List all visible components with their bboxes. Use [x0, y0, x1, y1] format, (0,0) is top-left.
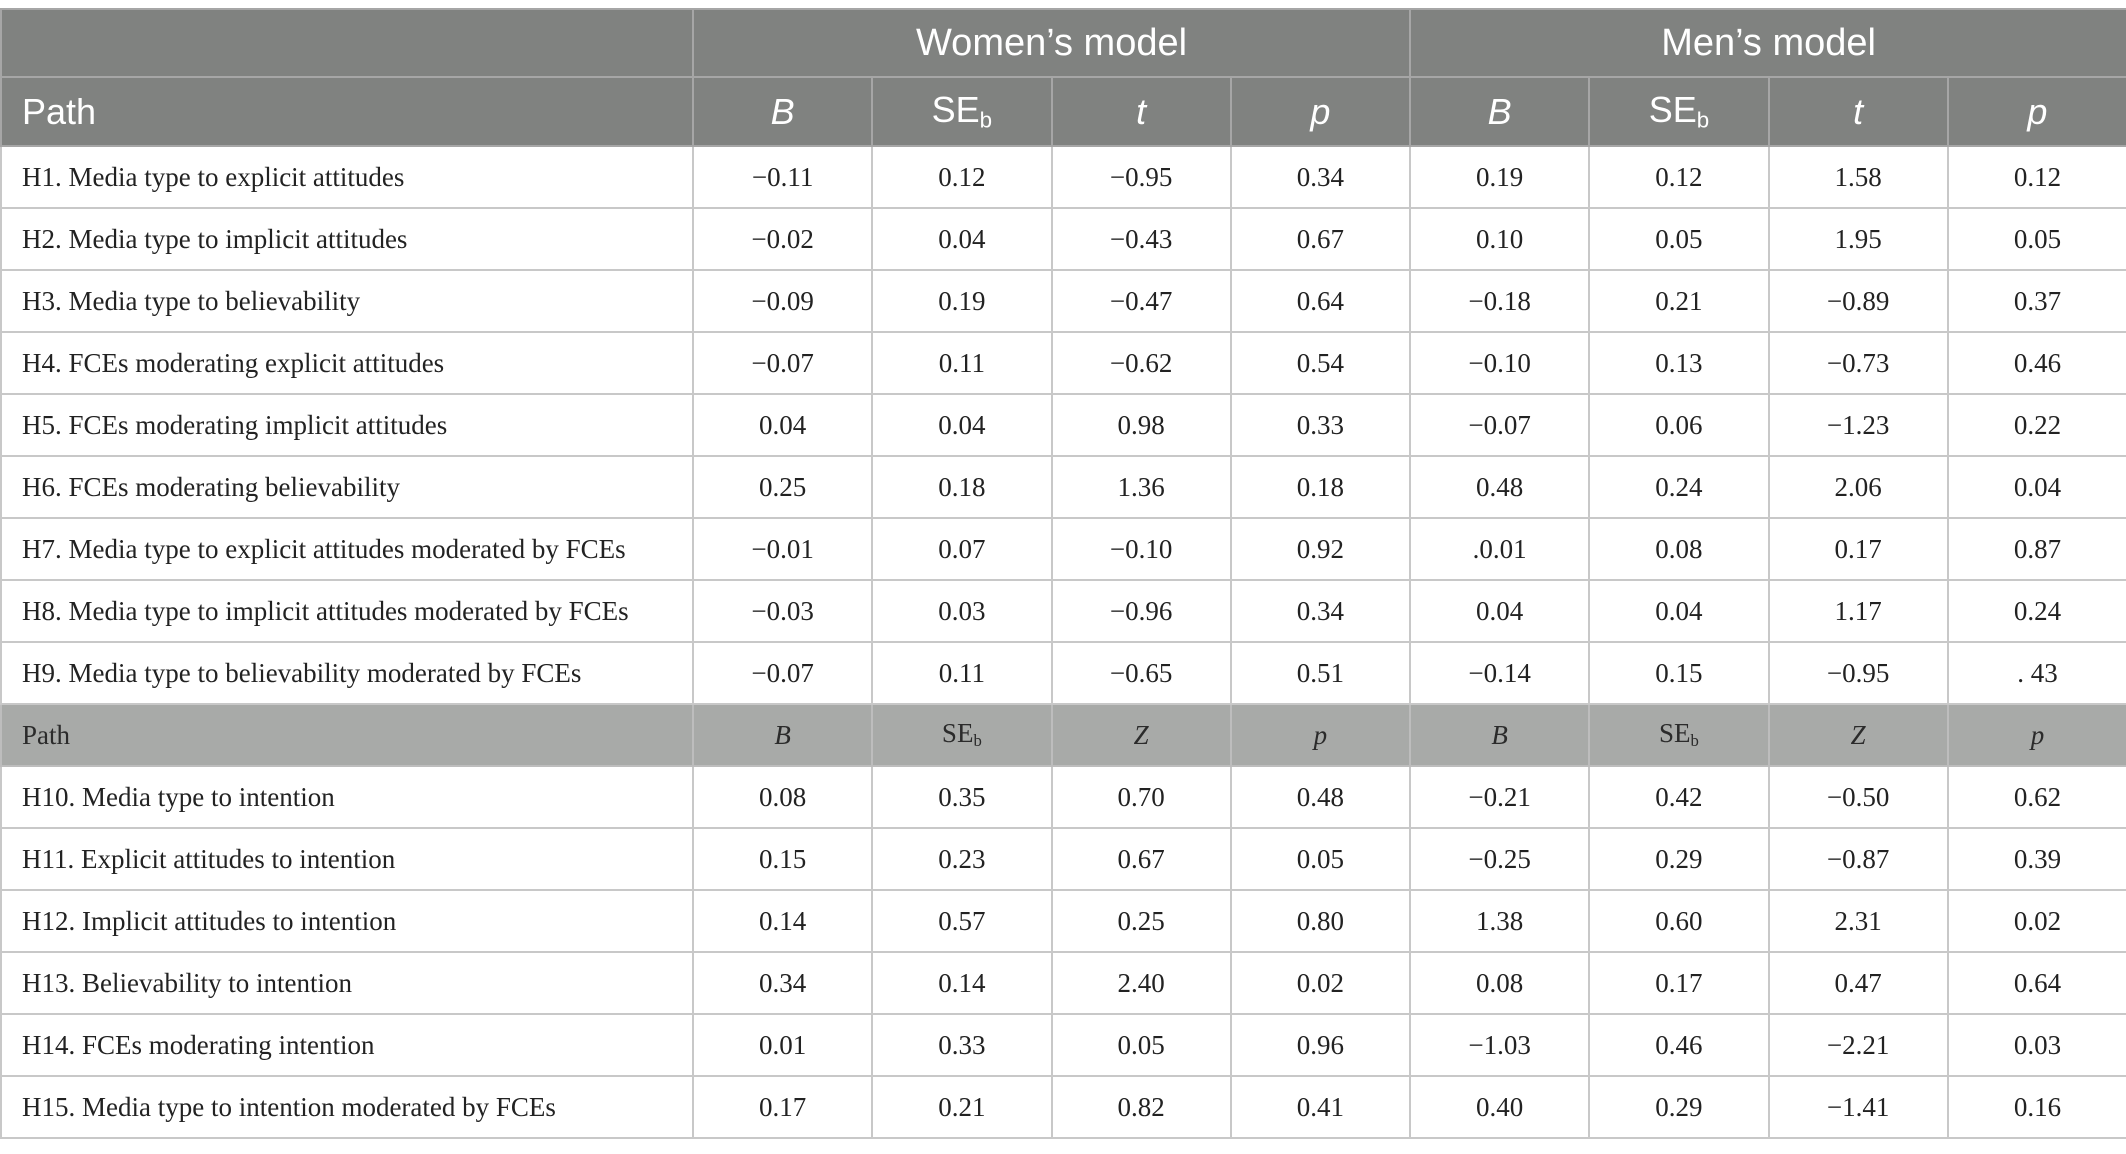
men-se-cell: 0.04 — [1589, 580, 1768, 642]
men-b-cell: −0.25 — [1410, 828, 1589, 890]
women-p-cell: 0.02 — [1231, 952, 1410, 1014]
group-header-blank — [1, 9, 693, 77]
men-p-cell: 0.24 — [1948, 580, 2126, 642]
table-body-section-b — [1, 766, 2126, 1138]
men-b-cell: .0.01 — [1410, 518, 1589, 580]
men-b-cell: −0.21 — [1410, 766, 1589, 828]
women-b-cell: −0.03 — [693, 580, 872, 642]
table-row — [1, 518, 2126, 580]
se-subscript: b — [979, 107, 993, 133]
men-p-header-2: p — [1948, 704, 2126, 766]
men-stat-cell: 1.95 — [1769, 208, 1948, 270]
men-b-cell: −0.14 — [1410, 642, 1589, 704]
women-p-cell: 0.34 — [1231, 580, 1410, 642]
women-b-cell: −0.09 — [693, 270, 872, 332]
men-stat-cell: −0.50 — [1769, 766, 1948, 828]
results-table — [0, 8, 2126, 1139]
women-p-cell: 0.96 — [1231, 1014, 1410, 1076]
men-p-cell: 0.12 — [1948, 146, 2126, 208]
women-se-cell: 0.04 — [872, 208, 1051, 270]
women-stat-cell: 0.70 — [1052, 766, 1231, 828]
men-b-cell: 0.08 — [1410, 952, 1589, 1014]
women-b-cell: 0.17 — [693, 1076, 872, 1138]
women-b-cell: 0.08 — [693, 766, 872, 828]
women-p-cell: 0.51 — [1231, 642, 1410, 704]
women-p-header-2: p — [1231, 704, 1410, 766]
women-z-header: Z — [1052, 704, 1231, 766]
men-p-cell: . 43 — [1948, 642, 2126, 704]
women-se-cell: 0.07 — [872, 518, 1051, 580]
women-stat-cell: −0.43 — [1052, 208, 1231, 270]
path-cell: H3. Media type to believability — [1, 270, 693, 332]
men-stat-cell: 0.17 — [1769, 518, 1948, 580]
men-p-cell: 0.04 — [1948, 456, 2126, 518]
men-se-cell: 0.08 — [1589, 518, 1768, 580]
men-b-cell: 0.48 — [1410, 456, 1589, 518]
men-b-cell: 0.40 — [1410, 1076, 1589, 1138]
men-p-cell: 0.87 — [1948, 518, 2126, 580]
men-se-cell: 0.12 — [1589, 146, 1768, 208]
men-stat-cell: 1.58 — [1769, 146, 1948, 208]
path-column-header: Path — [1, 77, 693, 146]
men-b-cell: 0.04 — [1410, 580, 1589, 642]
women-se-cell: 0.14 — [872, 952, 1051, 1014]
men-p-cell: 0.16 — [1948, 1076, 2126, 1138]
men-se-cell: 0.29 — [1589, 1076, 1768, 1138]
table-row — [1, 270, 2126, 332]
women-p-cell: 0.92 — [1231, 518, 1410, 580]
men-stat-cell: −1.23 — [1769, 394, 1948, 456]
path-cell: H1. Media type to explicit attitudes — [1, 146, 693, 208]
women-se-cell: 0.57 — [872, 890, 1051, 952]
women-t-header: t — [1052, 77, 1231, 146]
women-b-cell: 0.04 — [693, 394, 872, 456]
table-row — [1, 332, 2126, 394]
women-p-header: p — [1231, 77, 1410, 146]
table-subheader-section — [1, 704, 2126, 766]
table-row — [1, 952, 2126, 1014]
se-label: SE — [931, 89, 980, 131]
women-p-cell: 0.41 — [1231, 1076, 1410, 1138]
women-p-cell: 0.67 — [1231, 208, 1410, 270]
women-stat-cell: 0.25 — [1052, 890, 1231, 952]
women-se-cell: 0.04 — [872, 394, 1051, 456]
men-stat-cell: −0.95 — [1769, 642, 1948, 704]
men-p-cell: 0.02 — [1948, 890, 2126, 952]
women-se-cell: 0.12 — [872, 146, 1051, 208]
women-stat-cell: −0.95 — [1052, 146, 1231, 208]
women-p-cell: 0.18 — [1231, 456, 1410, 518]
path-cell: H2. Media type to implicit attitudes — [1, 208, 693, 270]
men-p-cell: 0.62 — [1948, 766, 2126, 828]
men-stat-cell: −0.73 — [1769, 332, 1948, 394]
group-header-row — [1, 9, 2126, 77]
women-stat-cell: 0.98 — [1052, 394, 1231, 456]
men-b-cell: 0.10 — [1410, 208, 1589, 270]
women-stat-cell: 0.82 — [1052, 1076, 1231, 1138]
women-se-cell: 0.18 — [872, 456, 1051, 518]
path-cell: H8. Media type to implicit attitudes moderated by FCEs — [1, 580, 693, 642]
table-body-section-a — [1, 146, 2126, 704]
women-stat-cell: −0.62 — [1052, 332, 1231, 394]
table-row — [1, 208, 2126, 270]
men-se-cell: 0.06 — [1589, 394, 1768, 456]
men-p-cell: 0.22 — [1948, 394, 2126, 456]
men-b-cell: 1.38 — [1410, 890, 1589, 952]
table-row — [1, 890, 2126, 952]
second-header-row — [1, 704, 2126, 766]
table-row — [1, 1076, 2126, 1138]
women-b-cell: 0.01 — [693, 1014, 872, 1076]
path-cell: H12. Implicit attitudes to intention — [1, 890, 693, 952]
men-model-header: Men’s model — [1410, 9, 2126, 77]
women-se-header — [872, 77, 1051, 146]
women-se-cell: 0.35 — [872, 766, 1051, 828]
women-stat-cell: −0.10 — [1052, 518, 1231, 580]
women-b-header-2: B — [693, 704, 872, 766]
women-p-cell: 0.48 — [1231, 766, 1410, 828]
women-b-cell: −0.01 — [693, 518, 872, 580]
se-label: SE — [1658, 718, 1691, 749]
women-b-cell: −0.02 — [693, 208, 872, 270]
path-cell: H7. Media type to explicit attitudes moderated by FCEs — [1, 518, 693, 580]
table-row — [1, 1014, 2126, 1076]
path-cell: H14. FCEs moderating intention — [1, 1014, 693, 1076]
men-se-cell: 0.21 — [1589, 270, 1768, 332]
men-p-cell: 0.37 — [1948, 270, 2126, 332]
women-se-cell: 0.33 — [872, 1014, 1051, 1076]
men-t-header: t — [1769, 77, 1948, 146]
se-label: SE — [1648, 89, 1697, 131]
men-se-header — [1589, 77, 1768, 146]
men-se-cell: 0.60 — [1589, 890, 1768, 952]
women-stat-cell: −0.96 — [1052, 580, 1231, 642]
women-model-header: Women’s model — [693, 9, 1410, 77]
women-se-cell: 0.21 — [872, 1076, 1051, 1138]
table-row — [1, 146, 2126, 208]
men-se-cell: 0.24 — [1589, 456, 1768, 518]
women-b-cell: 0.15 — [693, 828, 872, 890]
women-p-cell: 0.64 — [1231, 270, 1410, 332]
men-p-cell: 0.03 — [1948, 1014, 2126, 1076]
women-p-cell: 0.80 — [1231, 890, 1410, 952]
women-se-cell: 0.11 — [872, 332, 1051, 394]
men-se-cell: 0.15 — [1589, 642, 1768, 704]
path-cell: H11. Explicit attitudes to intention — [1, 828, 693, 890]
men-stat-cell: −0.89 — [1769, 270, 1948, 332]
column-header-row — [1, 77, 2126, 146]
women-p-cell: 0.34 — [1231, 146, 1410, 208]
men-p-cell: 0.46 — [1948, 332, 2126, 394]
men-stat-cell: 2.06 — [1769, 456, 1948, 518]
women-p-cell: 0.05 — [1231, 828, 1410, 890]
men-stat-cell: −2.21 — [1769, 1014, 1948, 1076]
table-row — [1, 580, 2126, 642]
men-p-cell: 0.39 — [1948, 828, 2126, 890]
men-b-header-2: B — [1410, 704, 1589, 766]
men-se-cell: 0.13 — [1589, 332, 1768, 394]
women-stat-cell: −0.47 — [1052, 270, 1231, 332]
table-row — [1, 456, 2126, 518]
path-column-header-2: Path — [1, 704, 693, 766]
men-se-cell: 0.42 — [1589, 766, 1768, 828]
men-se-cell: 0.29 — [1589, 828, 1768, 890]
women-se-cell: 0.03 — [872, 580, 1051, 642]
men-b-header: B — [1410, 77, 1589, 146]
women-b-cell: 0.14 — [693, 890, 872, 952]
table-row — [1, 394, 2126, 456]
women-stat-cell: 2.40 — [1052, 952, 1231, 1014]
men-b-cell: −0.07 — [1410, 394, 1589, 456]
path-cell: H5. FCEs moderating implicit attitudes — [1, 394, 693, 456]
women-b-header: B — [693, 77, 872, 146]
women-b-cell: 0.34 — [693, 952, 872, 1014]
women-b-cell: 0.25 — [693, 456, 872, 518]
men-b-cell: −1.03 — [1410, 1014, 1589, 1076]
table-row — [1, 766, 2126, 828]
women-se-header-2 — [872, 704, 1051, 766]
se-label: SE — [941, 718, 974, 749]
women-p-cell: 0.33 — [1231, 394, 1410, 456]
women-stat-cell: 0.05 — [1052, 1014, 1231, 1076]
men-stat-cell: −0.87 — [1769, 828, 1948, 890]
women-stat-cell: 0.67 — [1052, 828, 1231, 890]
women-se-cell: 0.23 — [872, 828, 1051, 890]
men-stat-cell: −1.41 — [1769, 1076, 1948, 1138]
se-subscript: b — [1690, 731, 1699, 751]
women-b-cell: −0.07 — [693, 332, 872, 394]
men-p-cell: 0.05 — [1948, 208, 2126, 270]
men-p-cell: 0.64 — [1948, 952, 2126, 1014]
men-z-header: Z — [1769, 704, 1948, 766]
men-se-cell: 0.46 — [1589, 1014, 1768, 1076]
se-subscript: b — [973, 731, 982, 751]
women-stat-cell: 1.36 — [1052, 456, 1231, 518]
path-cell: H15. Media type to intention moderated by FCEs — [1, 1076, 693, 1138]
path-cell: H9. Media type to believability moderated by FCEs — [1, 642, 693, 704]
path-cell: H6. FCEs moderating believability — [1, 456, 693, 518]
path-cell: H13. Believability to intention — [1, 952, 693, 1014]
women-se-cell: 0.11 — [872, 642, 1051, 704]
men-b-cell: −0.10 — [1410, 332, 1589, 394]
men-b-cell: 0.19 — [1410, 146, 1589, 208]
women-p-cell: 0.54 — [1231, 332, 1410, 394]
table-row — [1, 642, 2126, 704]
se-subscript: b — [1696, 107, 1710, 133]
women-b-cell: −0.11 — [693, 146, 872, 208]
table-row — [1, 828, 2126, 890]
women-se-cell: 0.19 — [872, 270, 1051, 332]
men-b-cell: −0.18 — [1410, 270, 1589, 332]
men-stat-cell: 1.17 — [1769, 580, 1948, 642]
men-se-cell: 0.17 — [1589, 952, 1768, 1014]
men-se-cell: 0.05 — [1589, 208, 1768, 270]
men-p-header: p — [1948, 77, 2126, 146]
women-b-cell: −0.07 — [693, 642, 872, 704]
path-cell: H4. FCEs moderating explicit attitudes — [1, 332, 693, 394]
path-cell: H10. Media type to intention — [1, 766, 693, 828]
men-stat-cell: 0.47 — [1769, 952, 1948, 1014]
men-stat-cell: 2.31 — [1769, 890, 1948, 952]
men-se-header-2 — [1589, 704, 1768, 766]
women-stat-cell: −0.65 — [1052, 642, 1231, 704]
